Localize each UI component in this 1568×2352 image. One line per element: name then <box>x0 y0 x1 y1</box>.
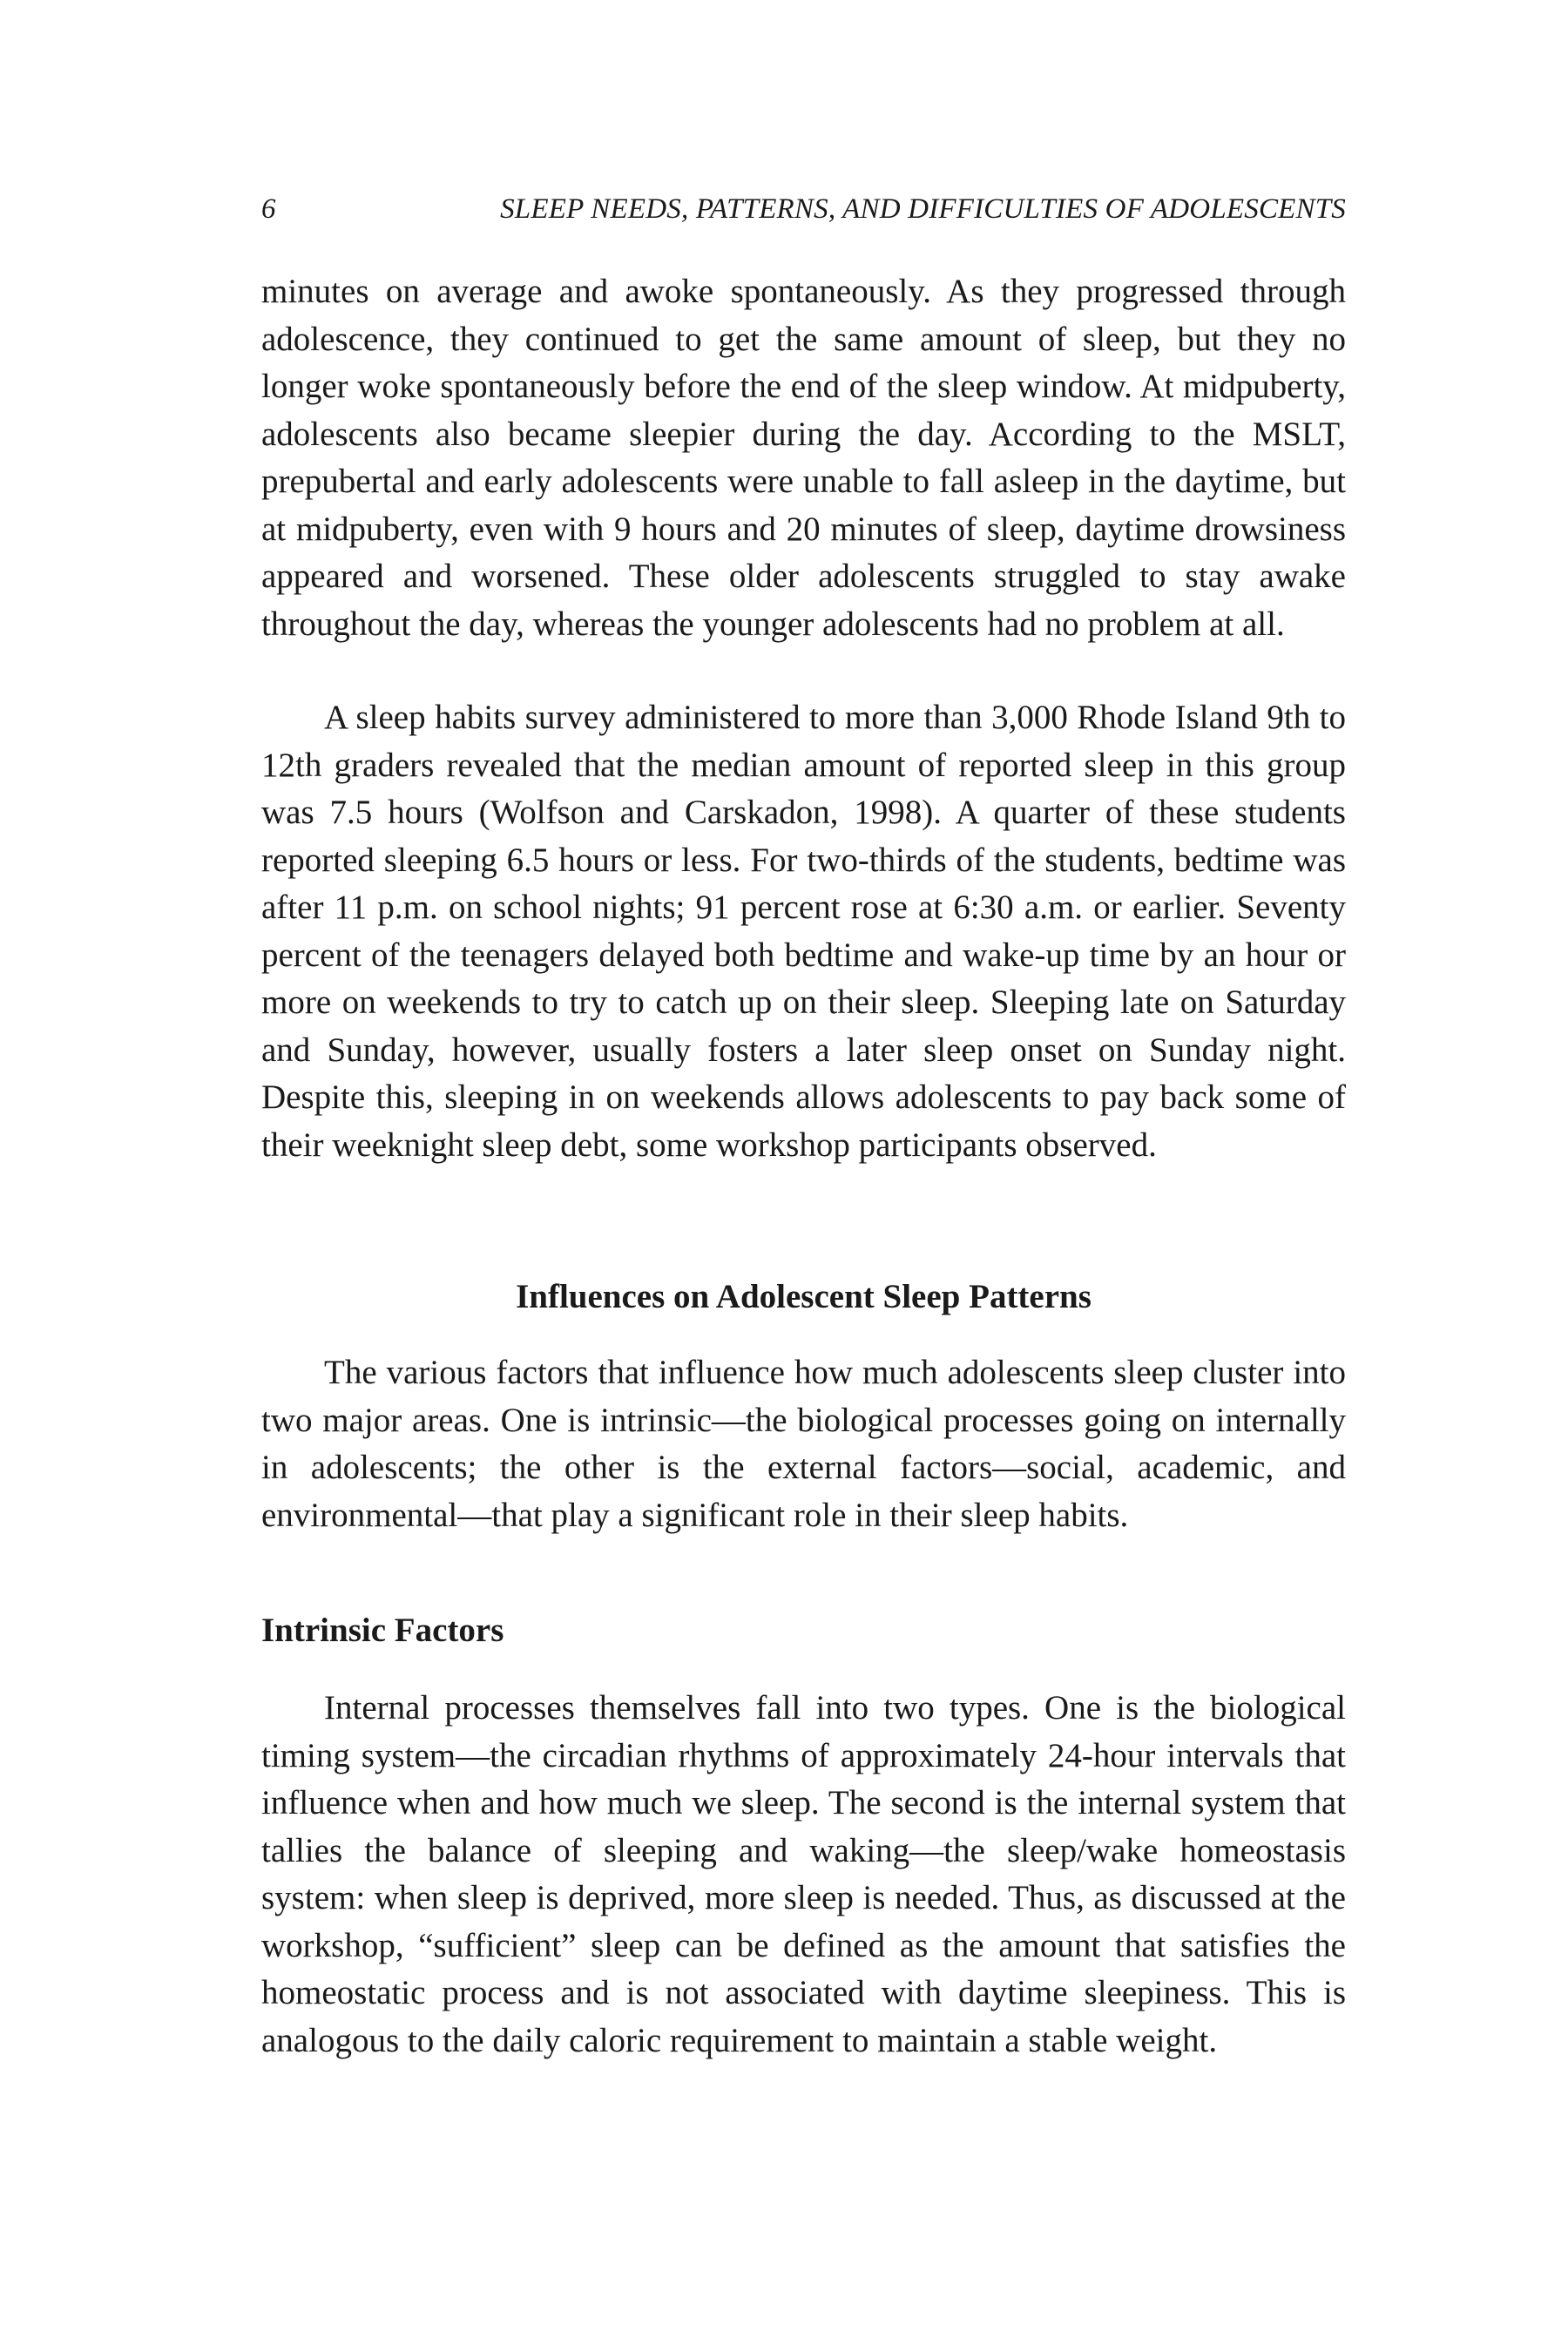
paragraph-influences: The various factors that influence how much adolescents sleep cluster into two major areas. One is intrinsic—the biological processes going on internally in adolescents; the other is the external factors—social, academic, and environmental—that play a significant role in their sleep habits. <box>261 1354 1346 1534</box>
paragraph-sleep-survey: A sleep habits survey administered to more than 3,000 Rhode Island 9th to 12th graders revealed that the median amount of reported sleep in this group was 7.5 hours (Wolfson and Carskadon, 1998). A quarter of these students reported sleeping 6.5 hours or less. For two-thirds of the students, bedtime was after 11 p.m. on school nights; 91 percent rose at 6:30 a.m. or earlier. Seventy percent of the teenagers delayed both bedtime and wake-up time by an hour or more on weekends to try to catch up on their sleep. Sleeping late on Saturday and Sunday, however, usually fosters a later sleep onset on Sunday night. Despite this, sleeping in on weekends allows adolescents to pay back some of their weeknight sleep debt, some workshop participants observed. <box>261 699 1346 1164</box>
paragraph-internal-processes: Internal processes themselves fall into two types. One is the biological timing system—the circadian rhythms of approximately 24-hour intervals that influence when and how much we sleep. The second is the internal system that tallies the balance of sleeping and waking—the sleep/wake homeostasis system: when sleep is deprived, more sleep is needed. Thus, as discussed at the workshop, “sufficient” sleep can be defined as the amount that satisfies the homeostatic process and is not associated with daytime sleepiness. This is analogous to the daily caloric requirement to maintain a stable weight. <box>261 1689 1346 2059</box>
running-head <box>261 183 1346 235</box>
subheading-intrinsic-factors: Intrinsic Factors <box>261 1612 504 1649</box>
page-number: 6 <box>261 193 276 225</box>
running-title: SLEEP NEEDS, PATTERNS, AND DIFFICULTIES OF ADOLESCENTS <box>500 193 1346 225</box>
paragraph-continued: minutes on average and awoke spontaneously. As they progressed through adolescence, they continued to get the same amount of sleep, but they no longer woke spontaneously before the end of the sleep window. At midpuberty, adolescents also became sleepier during the day. According to the MSLT, prepubertal and early adolescents were unable to fall asleep in the daytime, but at midpuberty, even with 9 hours and 20 minutes of sleep, daytime drowsiness appeared and worsened. These older adolescents struggled to stay awake throughout the day, whereas the younger adolescents had no problem at all. <box>261 273 1346 643</box>
section-heading: Influences on Adolescent Sleep Patterns <box>516 1278 1092 1315</box>
